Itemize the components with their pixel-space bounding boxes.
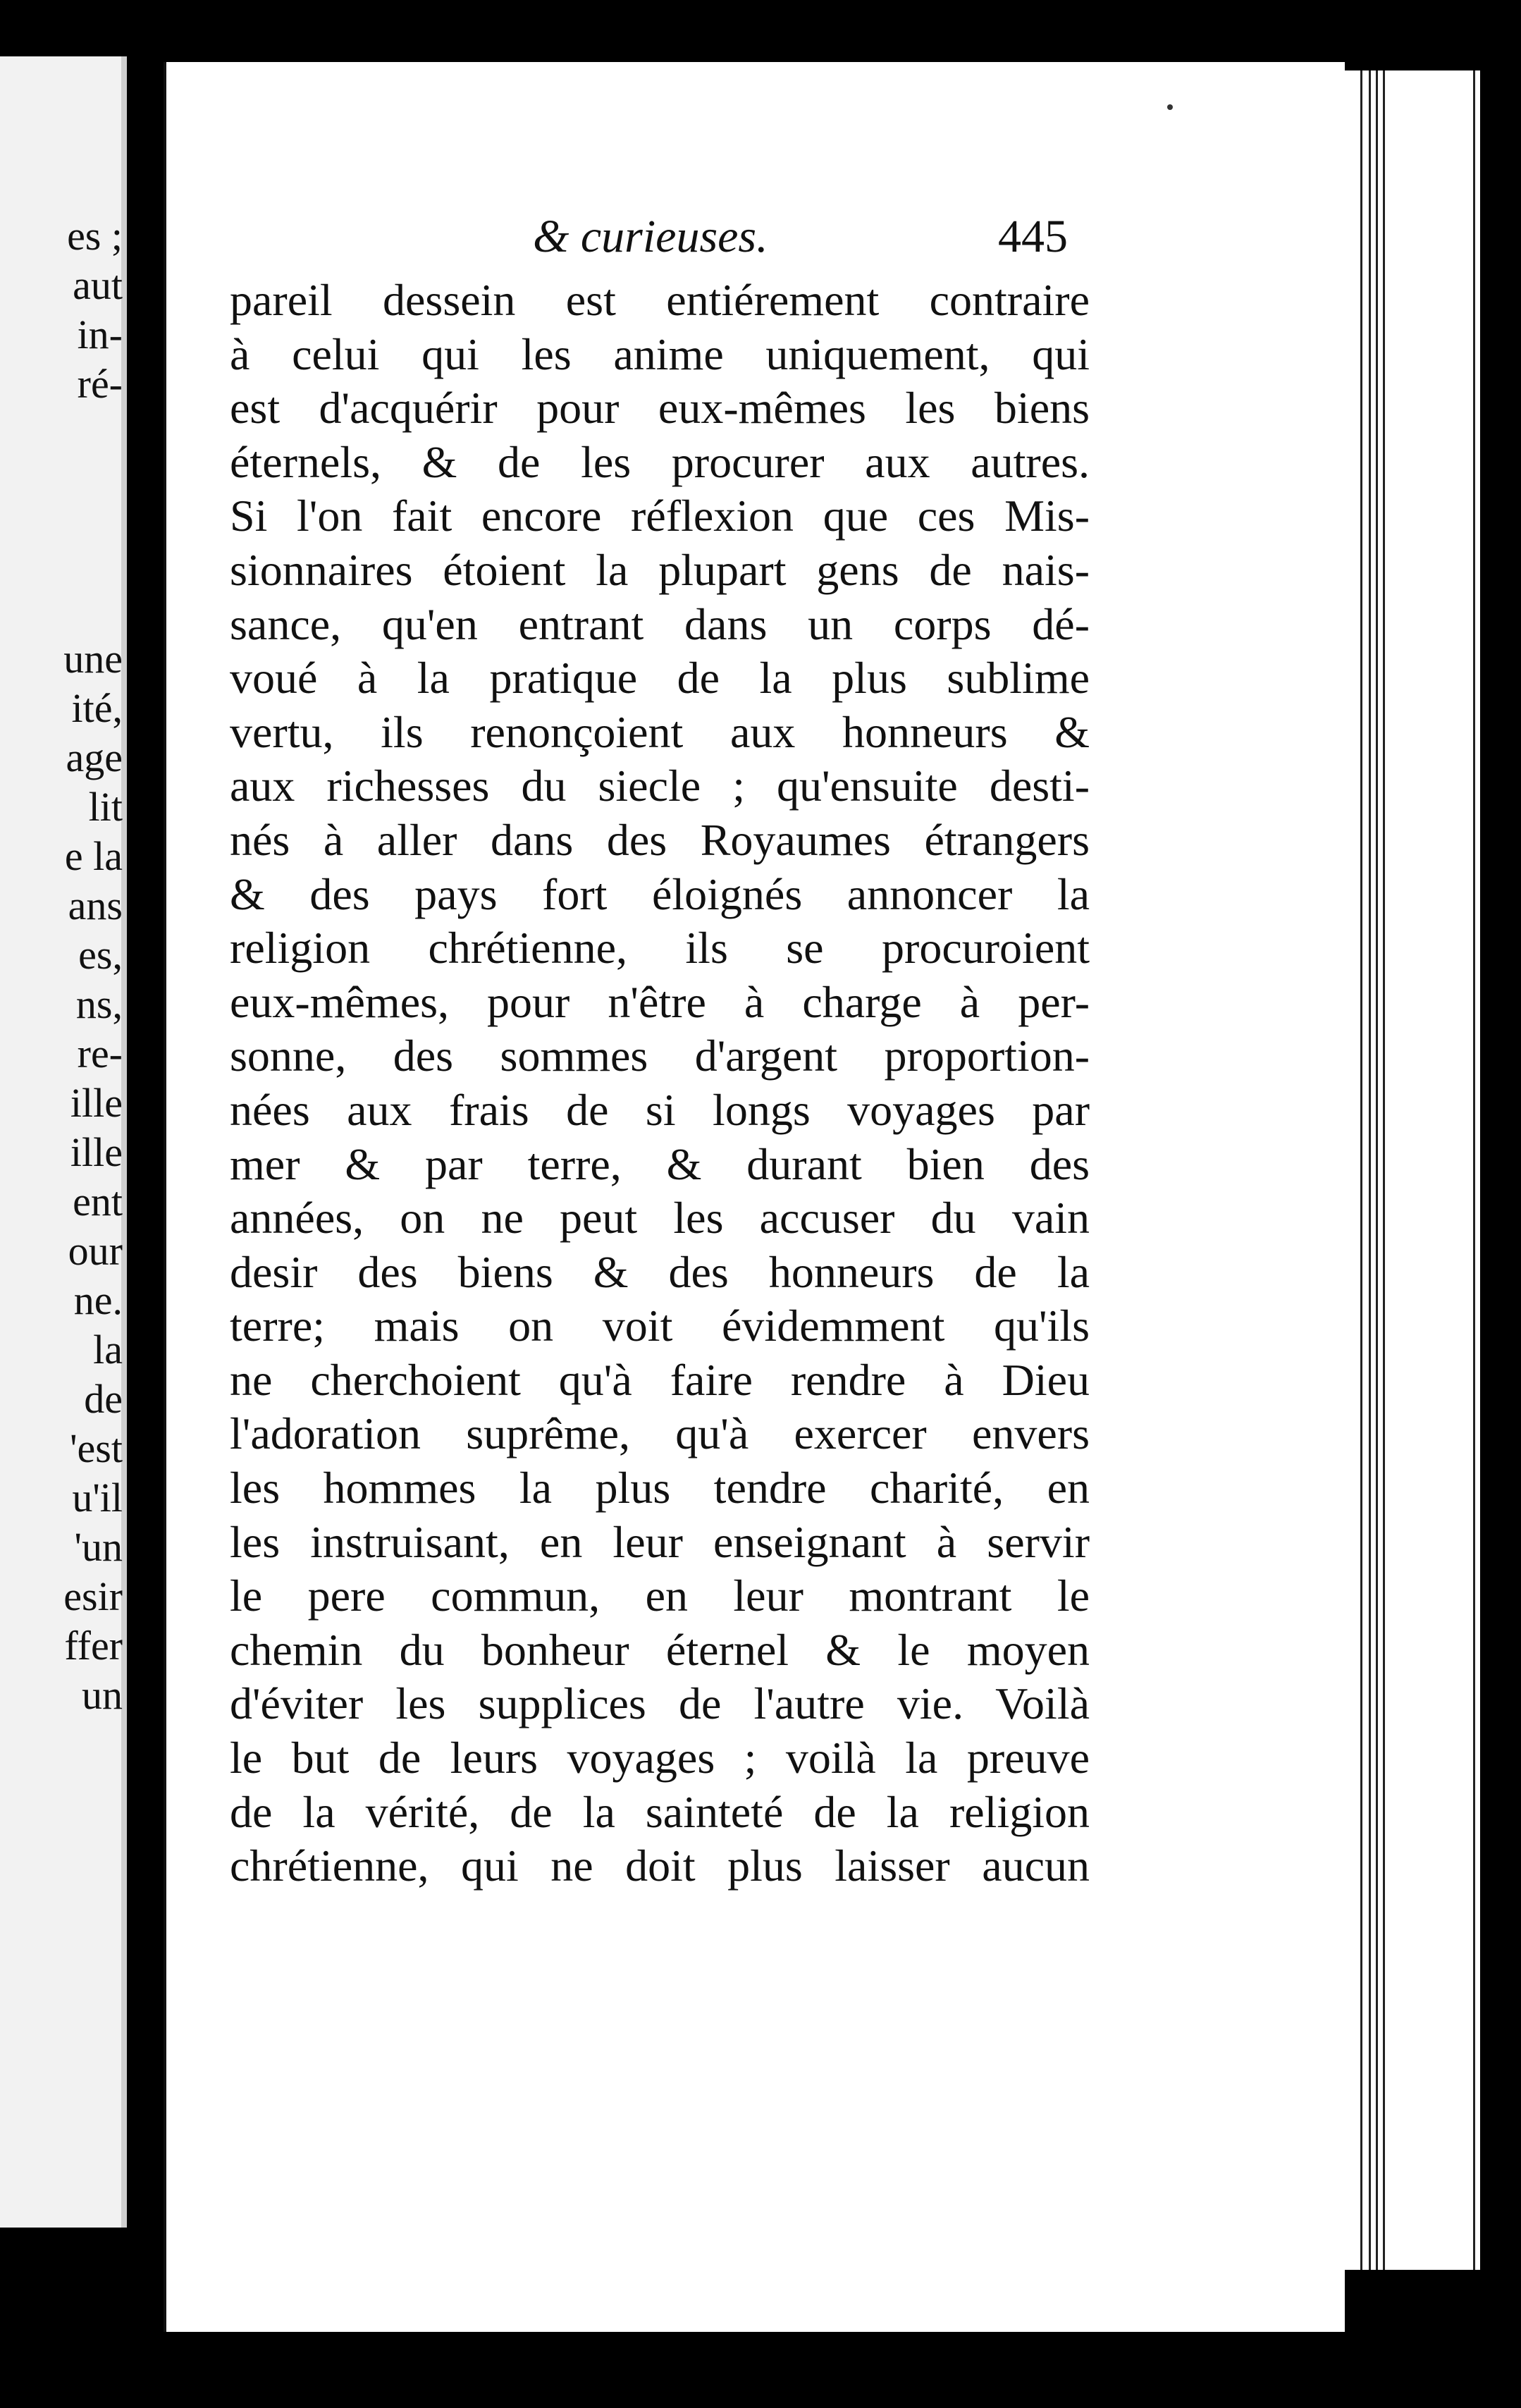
left-page-fragment: u'il: [72, 1475, 123, 1521]
book-page: [164, 62, 1345, 2332]
left-page-fragment: un: [82, 1672, 123, 1718]
left-page-fragment: es ;: [67, 213, 123, 259]
left-page-fragment: in-: [77, 312, 123, 357]
text-line: chemin du bonheur éternel & le moyen: [230, 1624, 1090, 1675]
text-line: chrétienne, qui ne doit plus laisser aucun: [230, 1841, 1090, 1891]
text-line: nés à aller dans des Royaumes étrangers: [230, 814, 1090, 865]
text-line: mer & par terre, & durant bien des: [230, 1138, 1090, 1189]
left-page-fragment: ité,: [71, 685, 123, 731]
left-page-fragment: une: [63, 636, 123, 682]
left-page-fragment: re-: [77, 1031, 123, 1076]
text-line: sionnaires étoient la plupart gens de nais-: [230, 544, 1090, 595]
text-line: les hommes la plus tendre charité, en: [230, 1463, 1090, 1513]
left-page-fragment: 'un: [74, 1524, 123, 1570]
left-page-fragment: aut: [73, 262, 123, 308]
text-line: & des pays fort éloignés annoncer la: [230, 868, 1090, 919]
text-line: aux richesses du siecle ; qu'ensuite desti-: [230, 761, 1090, 811]
book-gutter: [127, 0, 162, 2408]
left-page-fragment: lit: [88, 784, 123, 830]
page-edge-line: [1360, 70, 1362, 2270]
text-line: sonne, des sommes d'argent proportion-: [230, 1031, 1090, 1081]
page-edge-line: [1473, 70, 1475, 2270]
running-head-title: & curieuses.: [533, 211, 768, 262]
text-line: années, on ne peut les accuser du vain: [230, 1193, 1090, 1243]
left-page-fragment: 'est: [70, 1425, 123, 1471]
text-line: religion chrétienne, ils se procuroient: [230, 923, 1090, 973]
left-page-fragment: esir: [63, 1573, 123, 1619]
text-line: le but de leurs voyages ; voilà la preuve: [230, 1733, 1090, 1783]
text-line: voué à la pratique de la plus sublime: [230, 653, 1090, 704]
text-line: sance, qu'en entrant dans un corps dé-: [230, 598, 1090, 649]
text-line: Si l'on fait encore réflexion que ces Mis-: [230, 491, 1090, 541]
text-line: desir des biens & des honneurs de la: [230, 1246, 1090, 1297]
left-page-fragment: ille: [70, 1080, 123, 1126]
body-text: [230, 274, 1090, 1893]
left-page-fragment: es,: [78, 932, 123, 978]
left-page-fragment: ré-: [77, 361, 123, 407]
left-page-fragment: ffer: [64, 1623, 123, 1669]
text-line: pareil dessein est entiérement contraire: [230, 275, 1090, 325]
text-line: de la vérité, de la sainteté de la religion: [230, 1786, 1090, 1837]
paper-speck: [1167, 104, 1173, 110]
page-number: 445: [998, 211, 1068, 262]
text-line: est d'acquérir pour eux-mêmes les biens: [230, 383, 1090, 434]
text-line: terre; mais on voit évidemment qu'ils: [230, 1301, 1090, 1351]
left-page-fragment: ille: [70, 1129, 123, 1175]
text-line: les instruisant, en leur enseignant à servir: [230, 1516, 1090, 1567]
left-facing-page: [0, 56, 127, 2228]
left-page-fragment: our: [68, 1228, 123, 1274]
left-page-fragment: la: [93, 1327, 123, 1372]
running-head: [166, 195, 1345, 279]
page-edge-line: [1376, 70, 1378, 2270]
text-line: nées aux frais de si longs voyages par: [230, 1084, 1090, 1135]
left-page-fragment: ent: [73, 1179, 123, 1224]
left-page-fragment: ans: [68, 883, 123, 928]
page-edges: [1332, 70, 1480, 2270]
page-edge-line: [1369, 70, 1371, 2270]
text-line: d'éviter les supplices de l'autre vie. Voilà: [230, 1678, 1090, 1729]
left-page-fragment: e la: [64, 833, 123, 879]
left-page-fragment: de: [84, 1376, 123, 1422]
text-line: le pere commun, en leur montrant le: [230, 1571, 1090, 1621]
left-page-fragment: ns,: [75, 981, 123, 1027]
left-page-fragment: age: [66, 735, 123, 780]
text-line: eux-mêmes, pour n'être à charge à per-: [230, 976, 1090, 1027]
text-line: à celui qui les anime uniquement, qui: [230, 328, 1090, 379]
left-page-fragment: ne.: [73, 1277, 123, 1323]
text-line: ne cherchoient qu'à faire rendre à Dieu: [230, 1354, 1090, 1405]
text-line: l'adoration suprême, qu'à exercer envers: [230, 1408, 1090, 1459]
page-edge-line: [1383, 70, 1385, 2270]
text-line: vertu, ils renonçoient aux honneurs &: [230, 706, 1090, 757]
text-line: éternels, & de les procurer aux autres.: [230, 436, 1090, 487]
